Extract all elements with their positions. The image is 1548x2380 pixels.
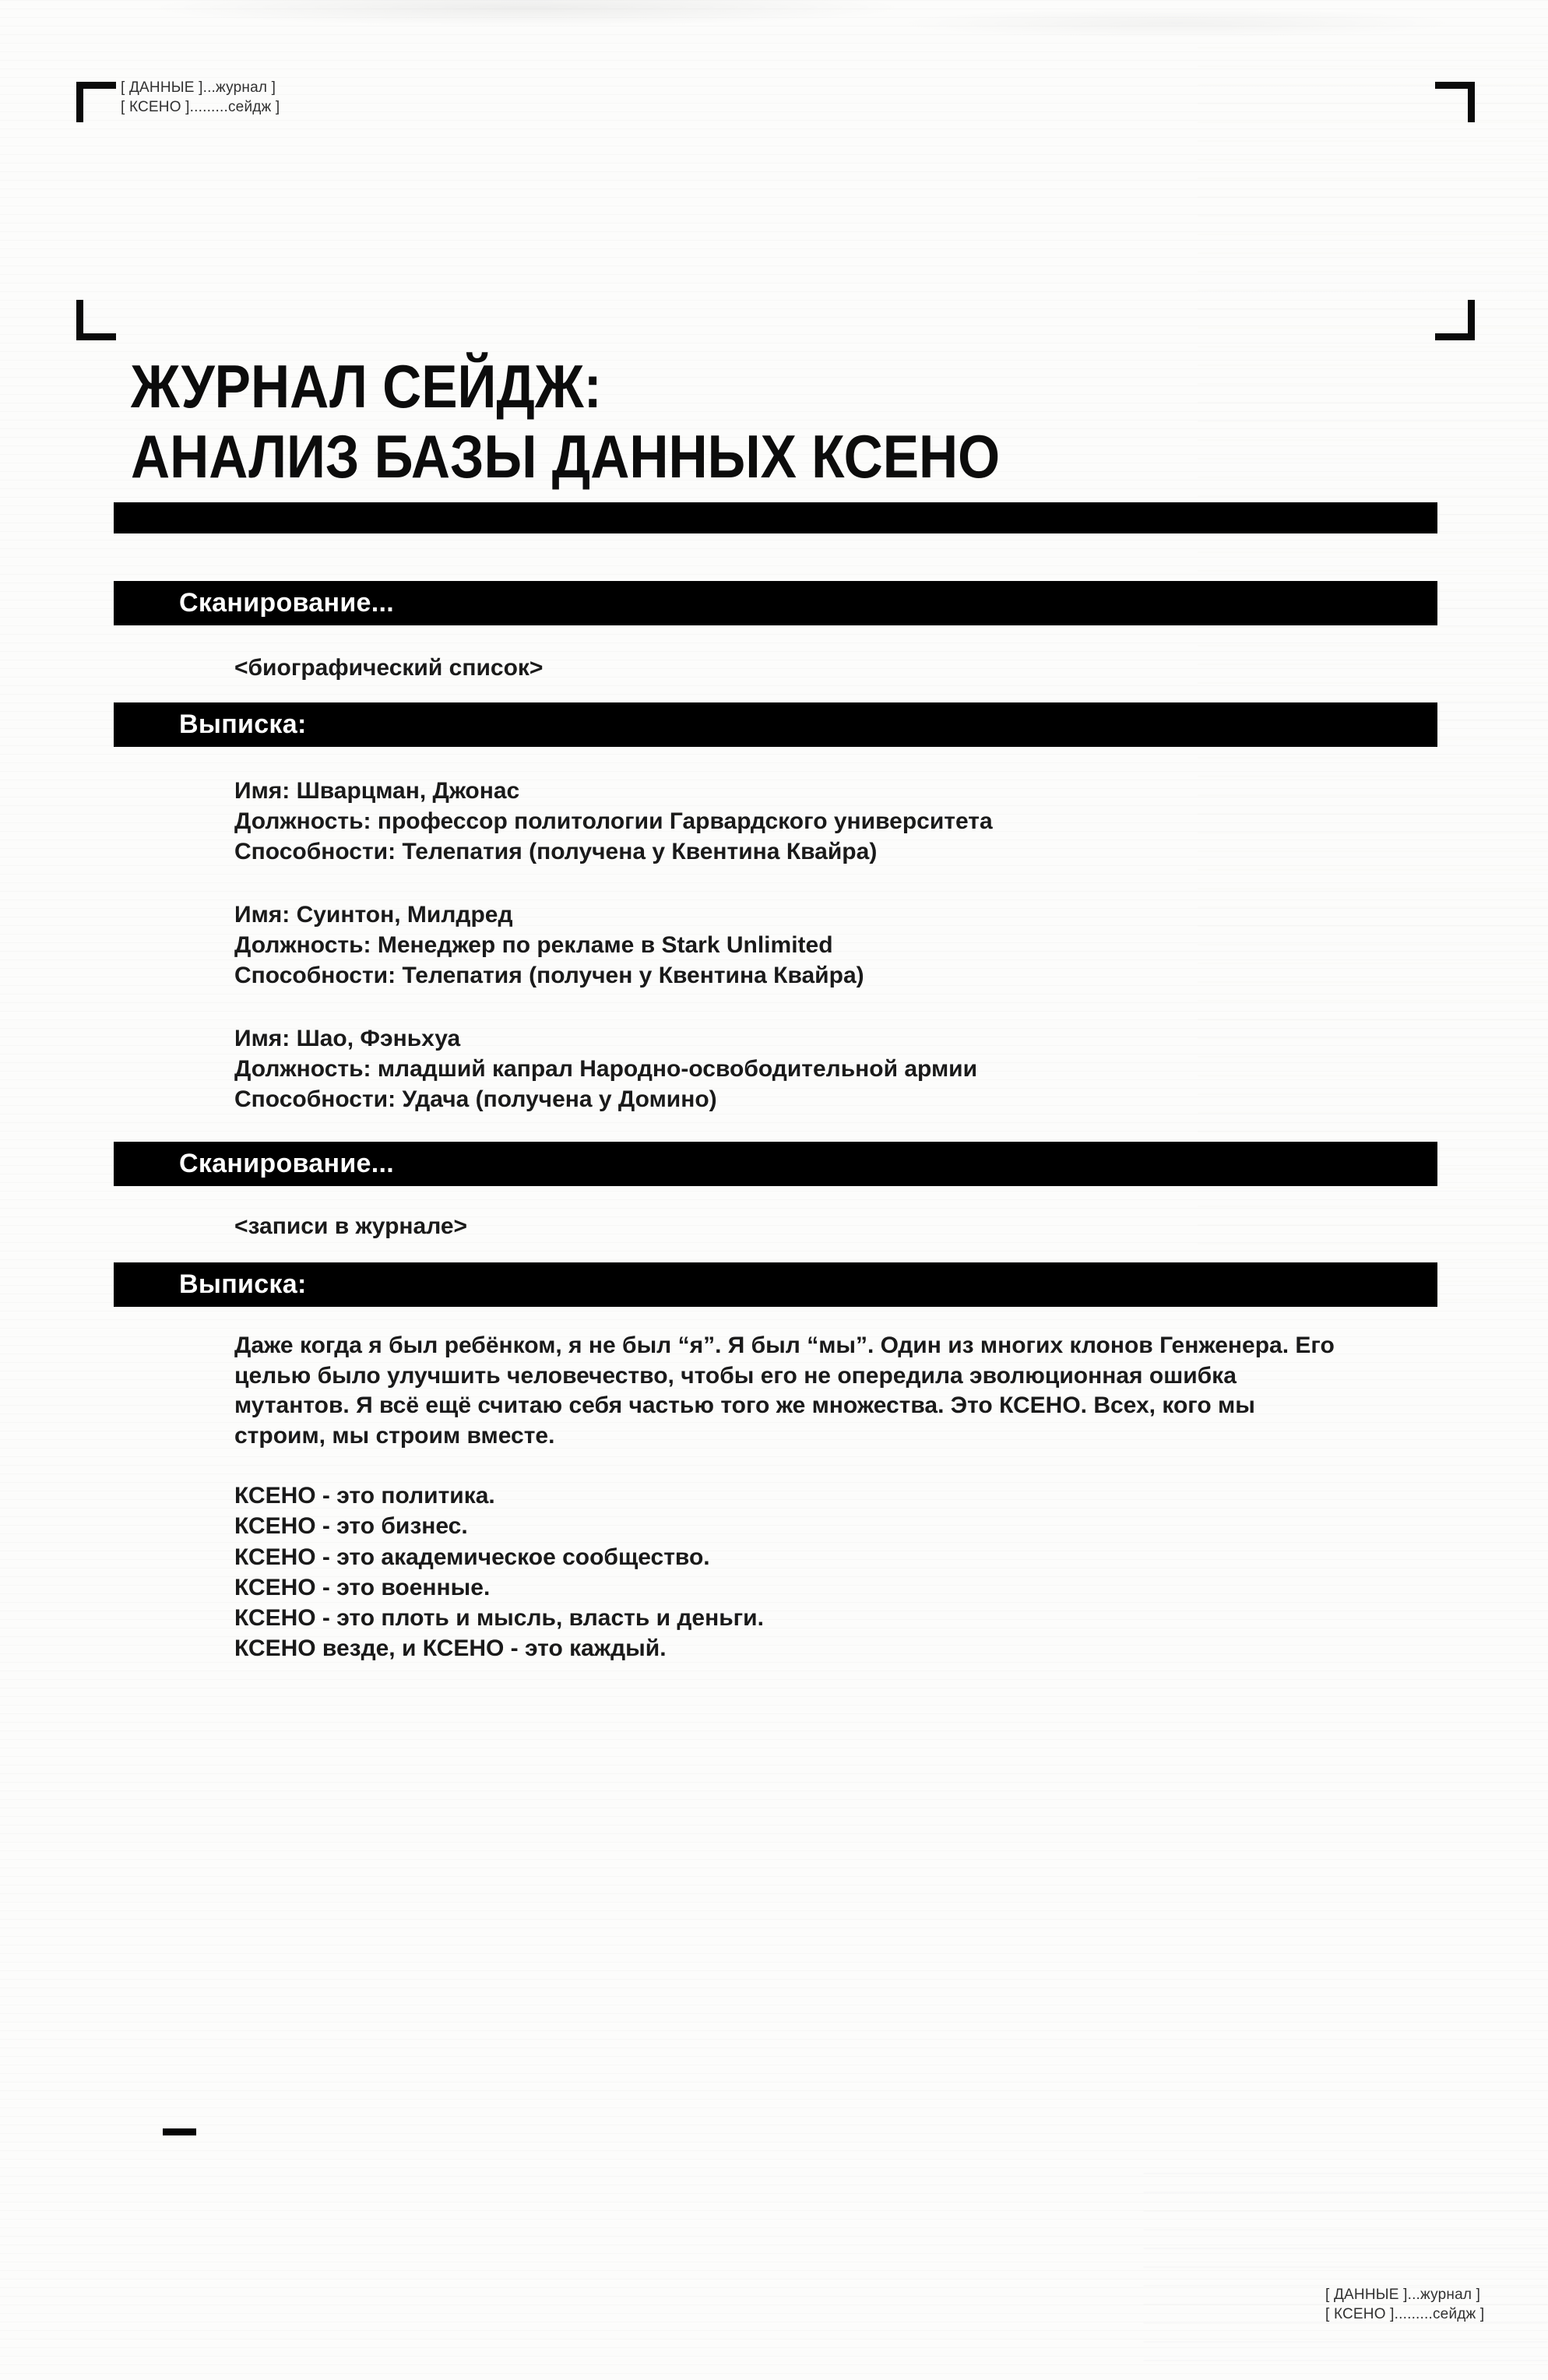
xeno-statement: КСЕНО - это политика.	[234, 1483, 495, 1509]
bio-name: Имя: Суинтон, Милдред	[234, 902, 513, 928]
xeno-statement: КСЕНО везде, и КСЕНО - это каждый.	[234, 1635, 667, 1662]
bio-abilities: Способности: Телепатия (получен у Квентина Квайра)	[234, 963, 864, 988]
xeno-statement: КСЕНО - это плоть и мысль, власть и деньги.	[234, 1605, 764, 1632]
bio-list	[234, 776, 993, 1147]
bio-entry	[234, 1023, 993, 1114]
footer-data-tag	[1325, 2285, 1484, 2324]
header-data-tag-line2: [ КСЕНО ].........сейдж ]	[121, 99, 280, 115]
scan-section-bar-1	[114, 581, 1437, 625]
journal-paragraph-line: Даже когда я был ребёнком, я не был “я”. Я был “мы”. Один из многих клонов Генженера. Его	[234, 1333, 1335, 1358]
scan-texture	[1198, 47, 1548, 1308]
extract-section-label-1: Выписка:	[179, 709, 307, 739]
frame-corner-bottom-left	[76, 300, 116, 340]
xeno-statements	[234, 1480, 764, 1664]
scan-section-label-2: Сканирование...	[179, 1149, 395, 1178]
extract-section-bar-2	[114, 1262, 1437, 1307]
page-title-line1: ЖУРНАЛ СЕЙДЖ:	[131, 352, 602, 421]
header-data-tag	[121, 78, 280, 117]
frame-corner-top-left	[76, 82, 116, 122]
extract-section-bar-1	[114, 702, 1437, 747]
scan-query-2: <записи в журнале>	[234, 1213, 468, 1239]
bio-name: Имя: Шао, Фэньхуа	[234, 1026, 461, 1051]
footer-data-tag-line2: [ КСЕНО ].........сейдж ]	[1325, 2306, 1485, 2322]
bio-position: Должность: профессор политологии Гарвардского университета	[234, 808, 993, 834]
xeno-statement: КСЕНО - это бизнес.	[234, 1513, 468, 1540]
scan-query-1: <биографический список>	[234, 655, 544, 681]
frame-corner-bottom-right	[1435, 300, 1475, 340]
page-title	[131, 351, 1000, 491]
bio-name: Имя: Шварцман, Джонас	[234, 778, 520, 804]
scan-section-bar-2	[114, 1142, 1437, 1186]
scan-section-label-1: Сканирование...	[179, 588, 395, 618]
xeno-statement: КСЕНО - это военные.	[234, 1574, 491, 1600]
bio-abilities: Способности: Телепатия (получена у Квентина Квайра)	[234, 839, 878, 864]
journal-paragraph-line: мутантов. Я всё ещё считаю себя частью того же множества. Это КСЕНО. Всех, кого мы	[234, 1392, 1255, 1419]
title-divider-bar	[114, 502, 1437, 533]
frame-corner-top-right	[1435, 82, 1475, 122]
bio-position: Должность: Менеджер по рекламе в Stark Unlimited	[234, 932, 833, 958]
bio-entry	[234, 776, 993, 867]
extract-section-label-2: Выписка:	[179, 1269, 307, 1299]
journal-paragraph	[234, 1331, 1335, 1451]
bio-abilities: Способности: Удача (получена у Домино)	[234, 1086, 717, 1112]
bio-position: Должность: младший капрал Народно-освободительной армии	[234, 1056, 978, 1082]
journal-paragraph-line: целью было улучшить человечество, чтобы его не опередила эволюционная ошибка	[234, 1362, 1237, 1389]
page-title-line2: АНАЛИЗ БАЗЫ ДАННЫХ КСЕНО	[131, 422, 1001, 491]
journal-paragraph-line: строим, мы строим вместе.	[234, 1422, 555, 1449]
scan-texture	[1143, 2173, 1548, 2375]
header-data-tag-line1: [ ДАННЫЕ ]...журнал ]	[121, 79, 276, 96]
page-dash-mark	[163, 2128, 196, 2135]
footer-data-tag-line1: [ ДАННЫЕ ]...журнал ]	[1325, 2287, 1481, 2303]
bio-entry	[234, 900, 993, 991]
xeno-statement: КСЕНО - это академическое сообщество.	[234, 1544, 710, 1570]
